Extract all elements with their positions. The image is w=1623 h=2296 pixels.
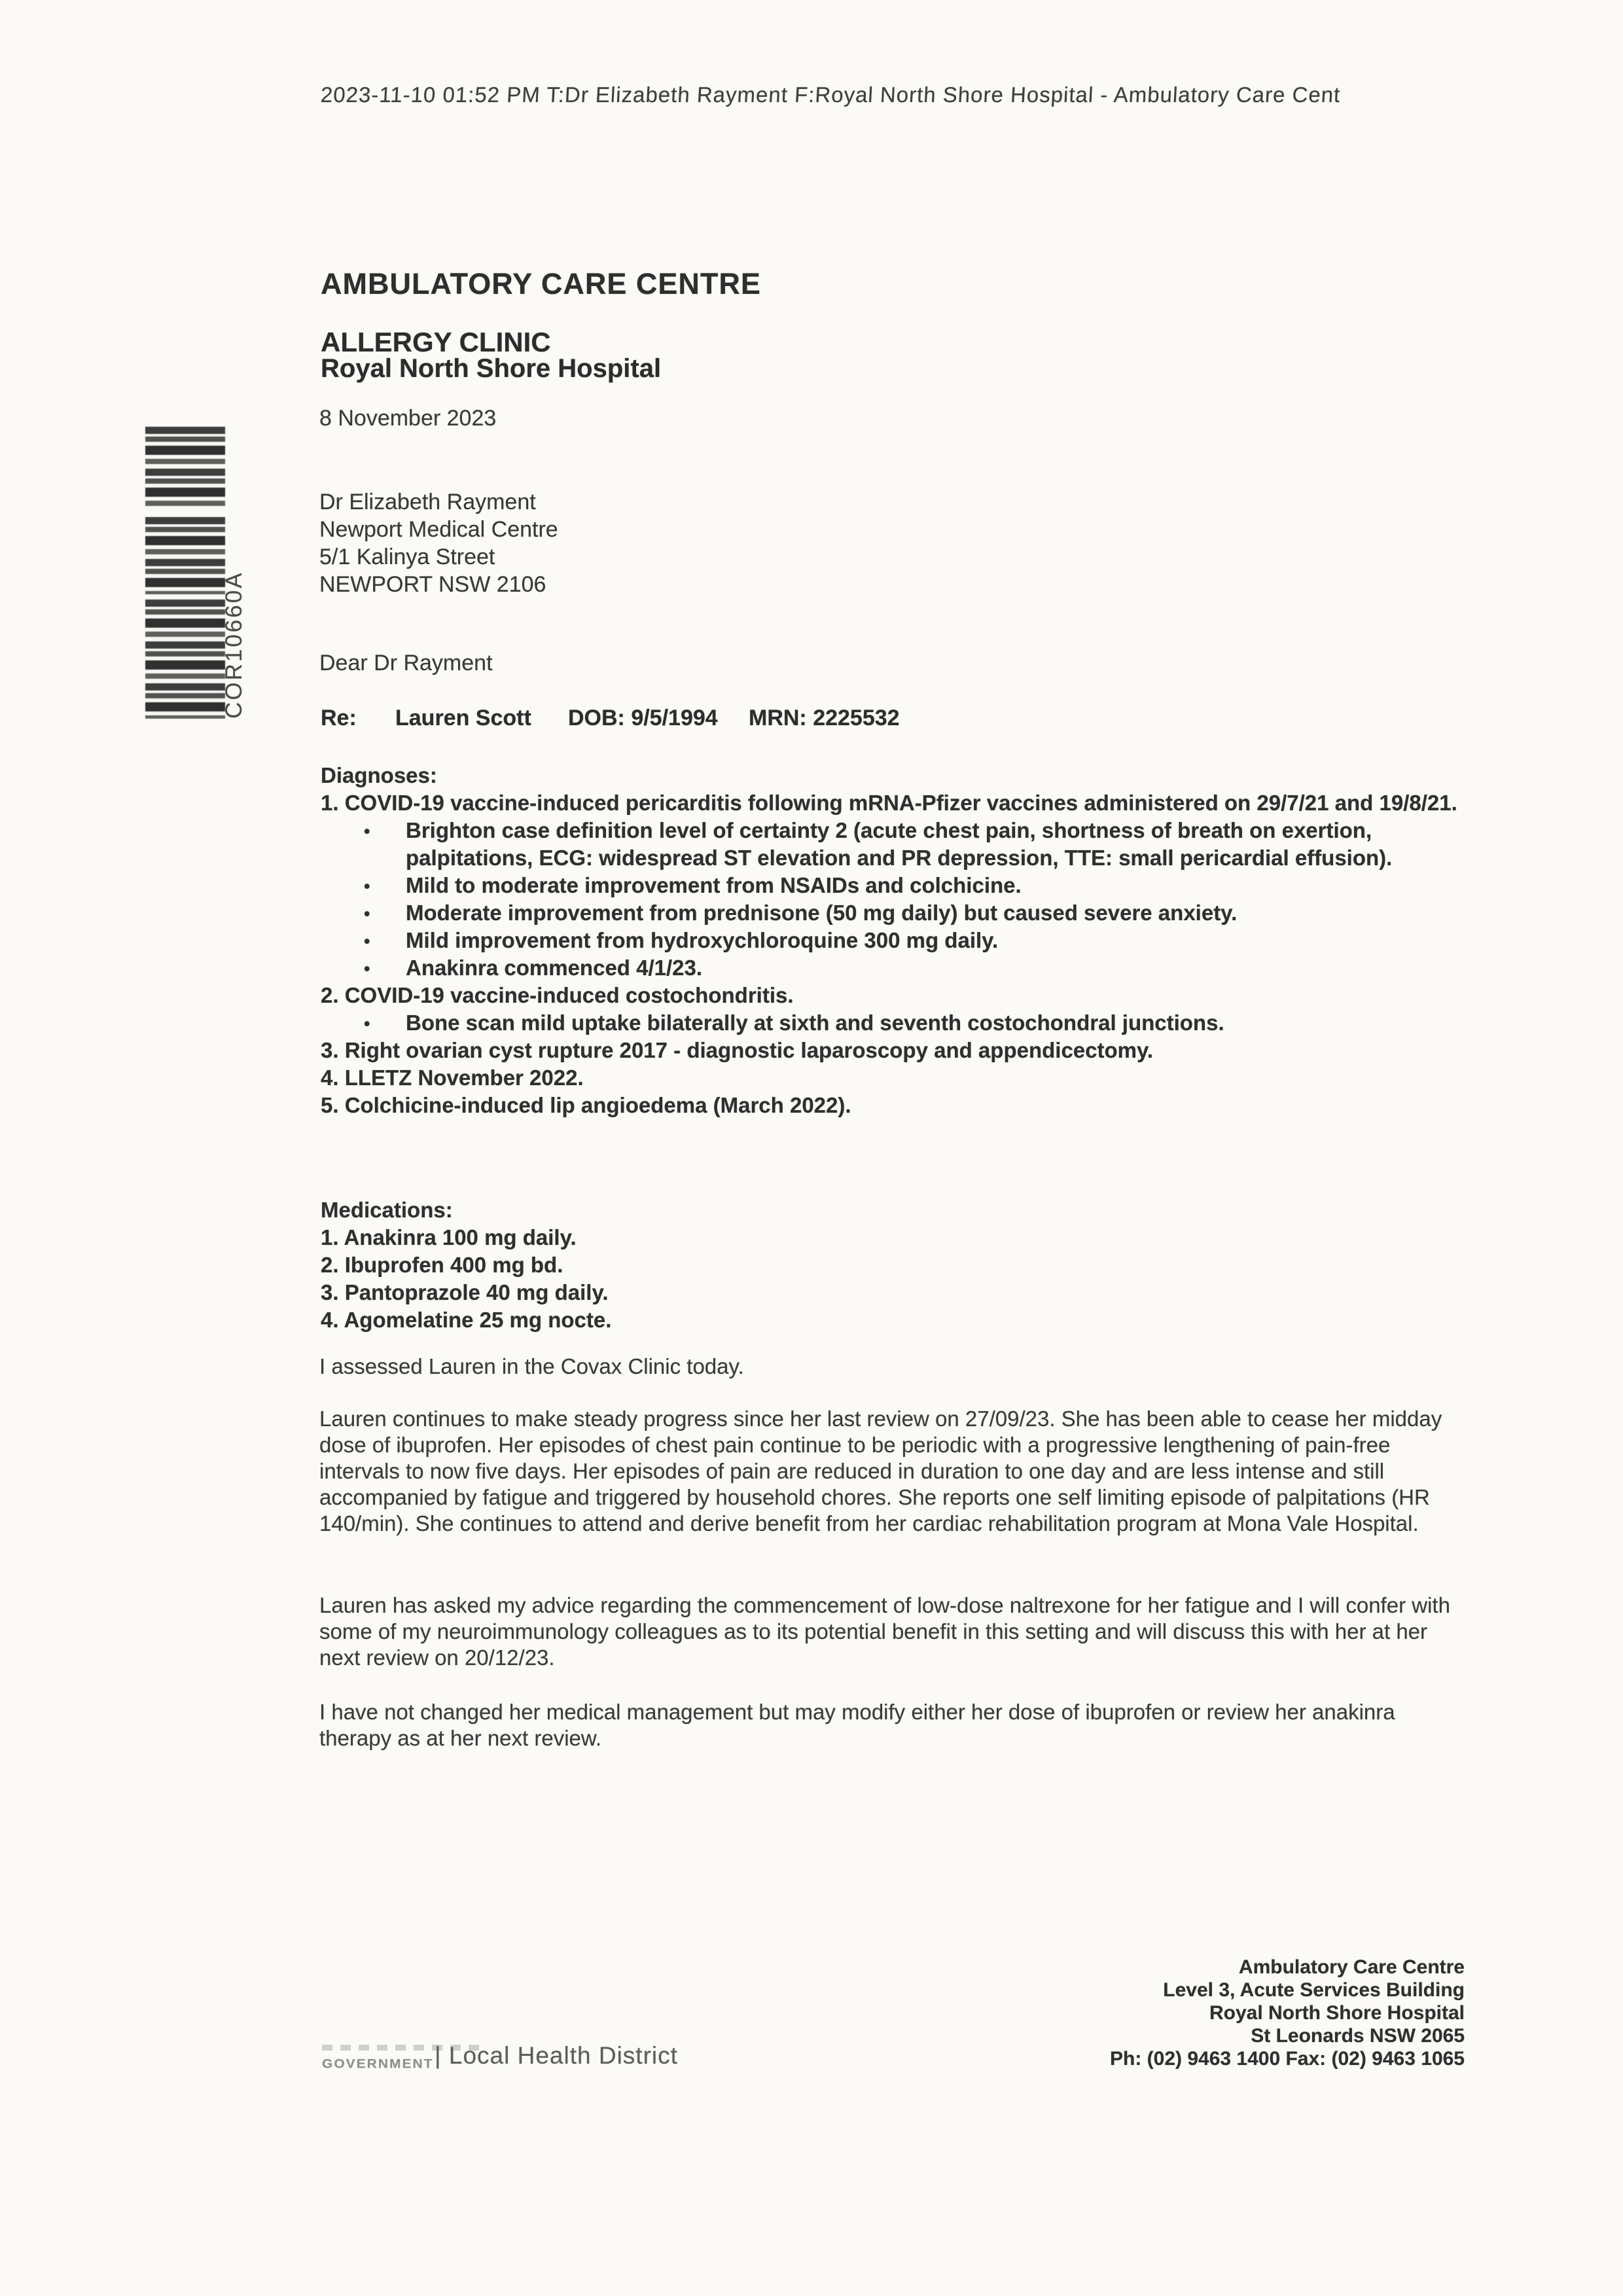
bullet-icon: • xyxy=(364,821,370,841)
medication-item: 2. Ibuprofen 400 mg bd. xyxy=(321,1253,563,1277)
government-logo xyxy=(322,2041,780,2087)
patient-dob: DOB: 9/5/1994 xyxy=(568,706,718,730)
salutation: Dear Dr Rayment xyxy=(319,651,493,675)
re-label: Re: xyxy=(321,706,357,730)
medications-heading: Medications: xyxy=(321,1198,453,1222)
bullet-text: Moderate improvement from prednisone (50 mg daily) but caused severe anxiety. xyxy=(406,901,1238,925)
bullet-icon: • xyxy=(364,931,370,951)
recipient-address-block xyxy=(319,488,558,598)
body-paragraph: Lauren continues to make steady progress since her last review on 27/09/23. She has been able to cease her midday dose of ibuprofen. Her episodes of chest pain continue to be periodic with a progressive lengthening of pain-free intervals to now five days. Her episodes of pain are reduced in duration to one day and are less intense and still accompanied by fatigue and triggered by household chores. She reports one self limiting episode of palpitations (HR 140/min). She continues to attend and derive benefit from her cardiac rehabilitation program at Mona Vale Hospital. xyxy=(319,1407,1442,1535)
recipient-line: Dr Elizabeth Rayment xyxy=(319,490,536,514)
diagnoses-list xyxy=(321,789,1459,1119)
letterhead-hospital-title: Royal North Shore Hospital xyxy=(321,354,662,383)
medications-list xyxy=(321,1224,1459,1334)
letterhead-centre-title: AMBULATORY CARE CENTRE xyxy=(321,267,761,300)
footer-line: Royal North Shore Hospital xyxy=(1209,2002,1465,2024)
barcode-stripes xyxy=(145,427,225,511)
medication-item: 3. Pantoprazole 40 mg daily. xyxy=(321,1280,609,1304)
government-label: GOVERNMENT xyxy=(322,2056,434,2072)
recipient-line: Newport Medical Centre xyxy=(319,517,558,542)
bullet-text: Brighton case definition level of certainty 2 (acute chest pain, shortness of breath on exertion, palpitations, ECG: widespread ST elevation and PR depression, TTE: small pericardial effusion). xyxy=(406,818,1393,870)
letter-date: 8 November 2023 xyxy=(319,406,497,431)
bullet-icon: • xyxy=(364,876,370,896)
body-paragraph: I assessed Lauren in the Covax Clinic today. xyxy=(319,1354,744,1378)
recipient-line: 5/1 Kalinya Street xyxy=(319,545,495,569)
diagnosis-bullet xyxy=(321,1009,1459,1037)
diagnosis-item: 3. Right ovarian cyst rupture 2017 - diagnostic laparoscopy and appendicectomy. xyxy=(321,1038,1154,1062)
barcode-stripes xyxy=(145,517,225,594)
patient-mrn: MRN: 2225532 xyxy=(749,706,900,730)
body-paragraph: I have not changed her medical management but may modify either her dose of ibuprofen or review her anakinra therapy as at her next review. xyxy=(319,1700,1395,1750)
body-paragraph: Lauren has asked my advice regarding the commencement of low-dose naltrexone for her fatigue and I will confer with some of my neuroimmunology colleagues as to its potential benefit in this setting and will discuss this with her at her next review on 20/12/23. xyxy=(319,1593,1450,1670)
bullet-text: Anakinra commenced 4/1/23. xyxy=(406,956,703,980)
diagnosis-bullet xyxy=(321,954,1459,982)
bullet-text: Bone scan mild uptake bilaterally at sixth and seventh costochondral junctions. xyxy=(406,1011,1224,1035)
footer-line: Ph: (02) 9463 1400 Fax: (02) 9463 1065 xyxy=(1109,2048,1465,2070)
medications-section xyxy=(321,1196,1459,1334)
diagnosis-item: 5. Colchicine-induced lip angioedema (March 2022). xyxy=(321,1093,851,1117)
diagnosis-bullet xyxy=(321,872,1459,899)
patient-name: Lauren Scott xyxy=(395,706,531,730)
footer-address-block xyxy=(1110,1956,1465,2070)
medication-item: 4. Agomelatine 25 mg nocte. xyxy=(321,1308,612,1332)
footer-line: Ambulatory Care Centre xyxy=(1238,1956,1465,1978)
footer-line: St Leonards NSW 2065 xyxy=(1251,2025,1465,2047)
local-health-district-label: | Local Health District xyxy=(435,2042,678,2069)
diagnoses-section xyxy=(321,762,1459,1119)
bullet-text: Mild to moderate improvement from NSAIDs and colchicine. xyxy=(406,873,1022,897)
bullet-text: Mild improvement from hydroxychloroquine 300 mg daily. xyxy=(406,928,999,952)
letterhead-clinic-title: ALLERGY CLINIC xyxy=(321,327,551,357)
medication-item: 1. Anakinra 100 mg daily. xyxy=(321,1225,577,1249)
footer-line: Level 3, Acute Services Building xyxy=(1163,1979,1465,2001)
barcode-stripes xyxy=(145,600,225,719)
diagnosis-bullet xyxy=(321,899,1459,927)
bullet-icon: • xyxy=(364,904,370,924)
diagnoses-heading: Diagnoses: xyxy=(321,763,437,787)
diagnosis-bullet xyxy=(321,817,1459,872)
barcode-label: COR10660A xyxy=(221,571,247,719)
fax-header-line: 2023-11-10 01:52 PM T:Dr Elizabeth Rayment F:Royal North Shore Hospital - Ambulatory Care Cent xyxy=(320,82,1342,107)
bullet-icon: • xyxy=(364,959,370,978)
re-line xyxy=(321,706,1237,734)
diagnosis-item: 2. COVID-19 vaccine-induced costochondritis. xyxy=(321,983,794,1007)
diagnosis-bullet xyxy=(321,927,1459,954)
diagnosis-item: 1. COVID-19 vaccine-induced pericarditis following mRNA-Pfizer vaccines administered on 29/7/21 and 19/8/21. xyxy=(321,791,1457,815)
diagnosis-item: 4. LLETZ November 2022. xyxy=(321,1066,584,1090)
recipient-line: NEWPORT NSW 2106 xyxy=(319,572,546,597)
bullet-icon: • xyxy=(364,1014,370,1033)
